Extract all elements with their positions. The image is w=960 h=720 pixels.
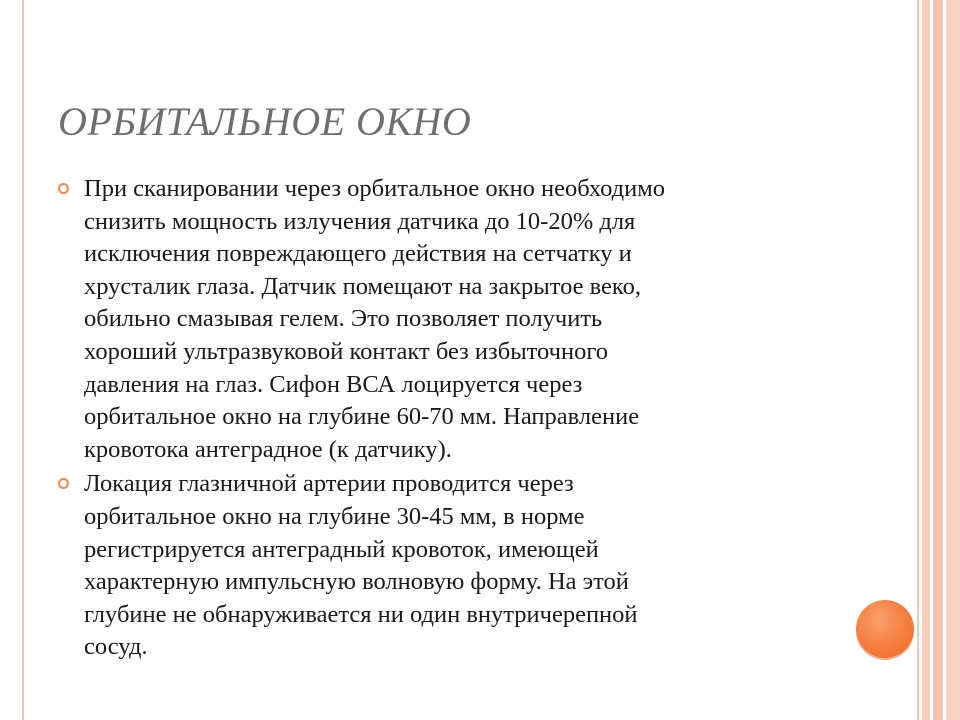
bullet-text-line: сосуд. — [84, 633, 148, 661]
bullet-text-line: характерную импульсную волновую форму. На этой — [84, 568, 629, 596]
bullet-text-line: снизить мощность излучения датчика до 10-20% для — [84, 207, 636, 235]
bullet-text-line: Локация глазничной артерии проводится через — [84, 470, 574, 498]
bullet-text-line: хороший ультразвуковой контакт без избыточного — [84, 337, 609, 365]
left-border-line — [22, 0, 24, 720]
bullet-text-line: глубине не обнаруживается ни один внутричерепной — [84, 600, 638, 628]
bullet-text-line: хрусталик глаза. Датчик помещают на закрытое веко, — [84, 272, 641, 300]
bullet-text-line: давления на глаз. Сифон ВСА лоцируется через — [84, 370, 583, 398]
decorative-stripe — [917, 0, 919, 720]
bullet-circle-icon — [58, 478, 69, 489]
bullet-circle-icon — [58, 183, 69, 194]
decorative-stripe — [946, 0, 960, 720]
bullet-text-line: кровотока антеградное (к датчику). — [84, 435, 452, 463]
bullet-text-line: регистрируется антеградный кровоток, имеющей — [84, 535, 599, 563]
bullet-text-line: орбитальное окно на глубине 30-45 мм, в норме — [84, 502, 585, 530]
bullet-item-1 — [58, 173, 818, 466]
decorative-orange-circle — [856, 600, 914, 658]
decorative-stripe — [933, 0, 943, 720]
bullet-text-line: обильно смазывая гелем. Это позволяет получить — [84, 305, 603, 333]
decorative-stripe — [922, 0, 930, 720]
slide-title: ОРБИТАЛЬНОЕ ОКНО — [58, 99, 472, 144]
bullet-text-line: При сканировании через орбитальное окно необходимо — [84, 175, 666, 202]
bullet-text-line: исключения повреждающего действия на сетчатку и — [84, 240, 632, 268]
bullet-text-line: орбитальное окно на глубине 60-70 мм. Направление — [84, 403, 640, 431]
bullet-item-2 — [58, 468, 818, 664]
slide-content — [58, 173, 818, 666]
